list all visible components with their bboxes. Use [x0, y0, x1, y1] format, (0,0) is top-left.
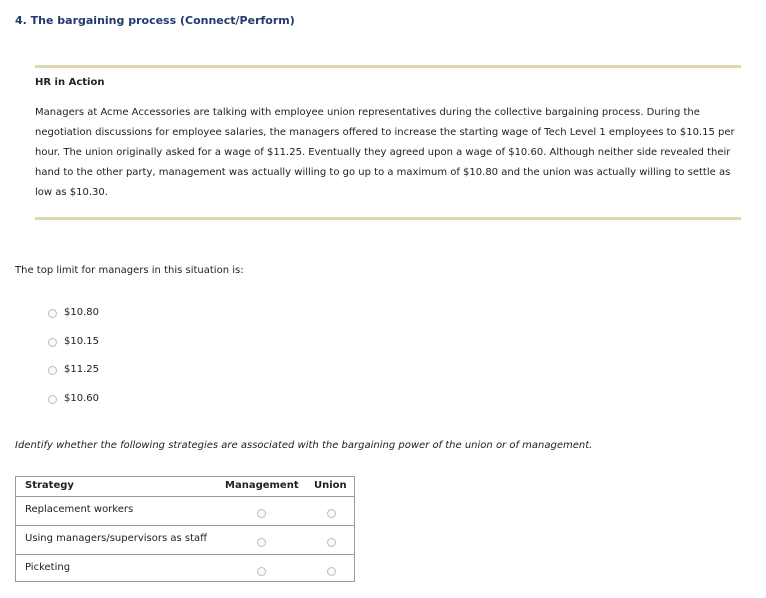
- option-10-60[interactable]: [48, 384, 99, 413]
- option-label: $10.15: [64, 335, 99, 347]
- hr-in-action-heading: HR in Action: [35, 77, 105, 88]
- table-row: [16, 554, 355, 583]
- answer-options: [48, 298, 99, 413]
- question-title: 4. The bargaining process (Connect/Perform): [15, 14, 295, 27]
- question-prompt: The top limit for managers in this situation is:: [15, 265, 244, 276]
- strategy-table-header: [16, 477, 355, 497]
- hr-box-top-rule: [35, 65, 741, 68]
- option-label: $10.60: [64, 392, 99, 404]
- management-radio[interactable]: [257, 509, 266, 518]
- table-row: [16, 525, 355, 555]
- header-union: Union: [314, 480, 347, 491]
- strategy-table: [15, 476, 355, 582]
- union-radio[interactable]: [327, 567, 336, 576]
- option-11-25[interactable]: [48, 355, 99, 384]
- management-radio[interactable]: [257, 538, 266, 547]
- hr-box-bottom-rule: [35, 217, 741, 220]
- header-strategy: Strategy: [25, 480, 74, 491]
- union-radio[interactable]: [327, 509, 336, 518]
- union-radio[interactable]: [327, 538, 336, 547]
- radio-button[interactable]: [48, 309, 57, 318]
- strategy-label: Using managers/supervisors as staff: [25, 533, 208, 544]
- radio-button[interactable]: [48, 338, 57, 347]
- option-label: $10.80: [64, 306, 99, 318]
- option-label: $11.25: [64, 364, 99, 376]
- hr-in-action-text: Managers at Acme Accessories are talking with employee union representatives during the collective bargaining process. During the negotiation discussions for employee salaries, the managers offered to increase the starting wage of Tech Level 1 employees to $10.15 per hour. The union originally asked for a wage of $11.25. Eventually they agreed upon a wage of $10.60. Although neither side revealed their hand to the other party, management was actually willing to go up to a maximum of $10.80 and the union was actually willing to settle as low as $10.30.: [35, 107, 735, 198]
- strategy-label: Picketing: [25, 562, 71, 573]
- hr-in-action-box: [35, 65, 741, 221]
- table-row: [16, 496, 355, 526]
- management-radio[interactable]: [257, 567, 266, 576]
- option-10-15[interactable]: [48, 327, 99, 356]
- option-10-80[interactable]: [48, 298, 99, 327]
- strategy-instruction: Identify whether the following strategies are associated with the bargaining power of the union or of management.: [15, 440, 593, 451]
- header-management: Management: [225, 480, 299, 491]
- radio-button[interactable]: [48, 366, 57, 375]
- radio-button[interactable]: [48, 395, 57, 404]
- strategy-label: Replacement workers: [25, 504, 134, 515]
